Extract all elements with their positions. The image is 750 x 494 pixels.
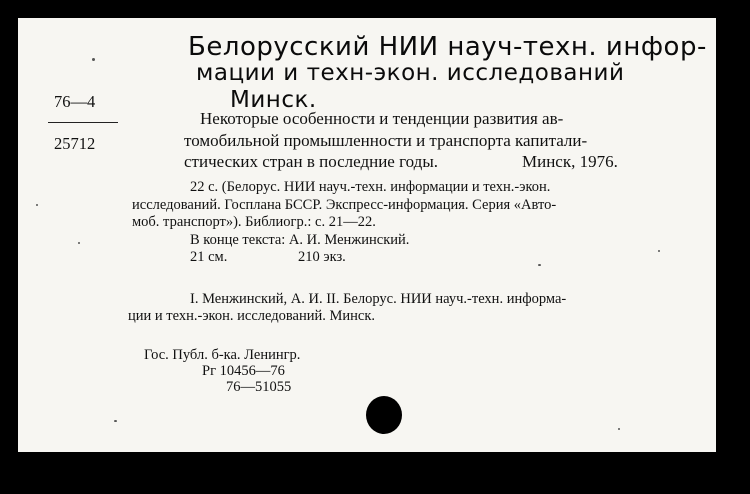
scan-speck xyxy=(36,204,38,206)
description-line-1: 22 с. (Белорус. НИИ науч.-техн. информации и техн.-экон. xyxy=(190,179,551,195)
scan-speck xyxy=(538,264,541,266)
title-line-1: Некоторые особенности и тенденции развития ав- xyxy=(200,109,564,128)
library-code-1: Рг 10456—76 xyxy=(202,363,285,379)
scan-speck xyxy=(92,58,95,61)
title-line-3: стических стран в последние годы. xyxy=(184,152,438,171)
tracings-line-2: ции и техн.-экон. исследований. Минск. xyxy=(128,308,376,324)
handwritten-line-1: Белорусский НИИ науч-техн. инфор- xyxy=(188,32,707,62)
note: В конце текста: А. И. Менжинский. xyxy=(190,232,410,248)
description-line-2: исследований. Госплана БССР. Экспресс-информация. Серия «Авто- xyxy=(132,197,557,213)
description-line-3: моб. транспорт»). Библиогр.: с. 21—22. xyxy=(132,214,376,230)
handwritten-line-3: Минск. xyxy=(230,87,317,113)
tracings-line-1: I. Менжинский, А. И. II. Белорус. НИИ науч.-техн. информа- xyxy=(190,291,567,307)
place-year: Минск, 1976. xyxy=(522,152,618,171)
call-number-top: 76—4 xyxy=(54,92,96,111)
catalog-card xyxy=(18,18,716,452)
library-code-2: 76—51055 xyxy=(226,379,292,395)
call-number-bottom: 25712 xyxy=(54,134,96,153)
handwritten-line-2: мации и техн-экон. исследований xyxy=(196,60,625,86)
call-number-divider xyxy=(48,122,118,123)
scan-speck xyxy=(658,250,660,252)
library-name: Гос. Публ. б-ка. Ленингр. xyxy=(144,347,301,363)
copies: 210 экз. xyxy=(298,249,346,265)
size: 21 см. xyxy=(190,249,228,265)
title-line-2: томобильной промышленности и транспорта капитали- xyxy=(184,131,588,150)
scan-speck xyxy=(78,242,80,244)
scan-speck xyxy=(618,428,620,430)
punch-hole xyxy=(366,396,402,434)
scan-speck xyxy=(114,420,117,422)
